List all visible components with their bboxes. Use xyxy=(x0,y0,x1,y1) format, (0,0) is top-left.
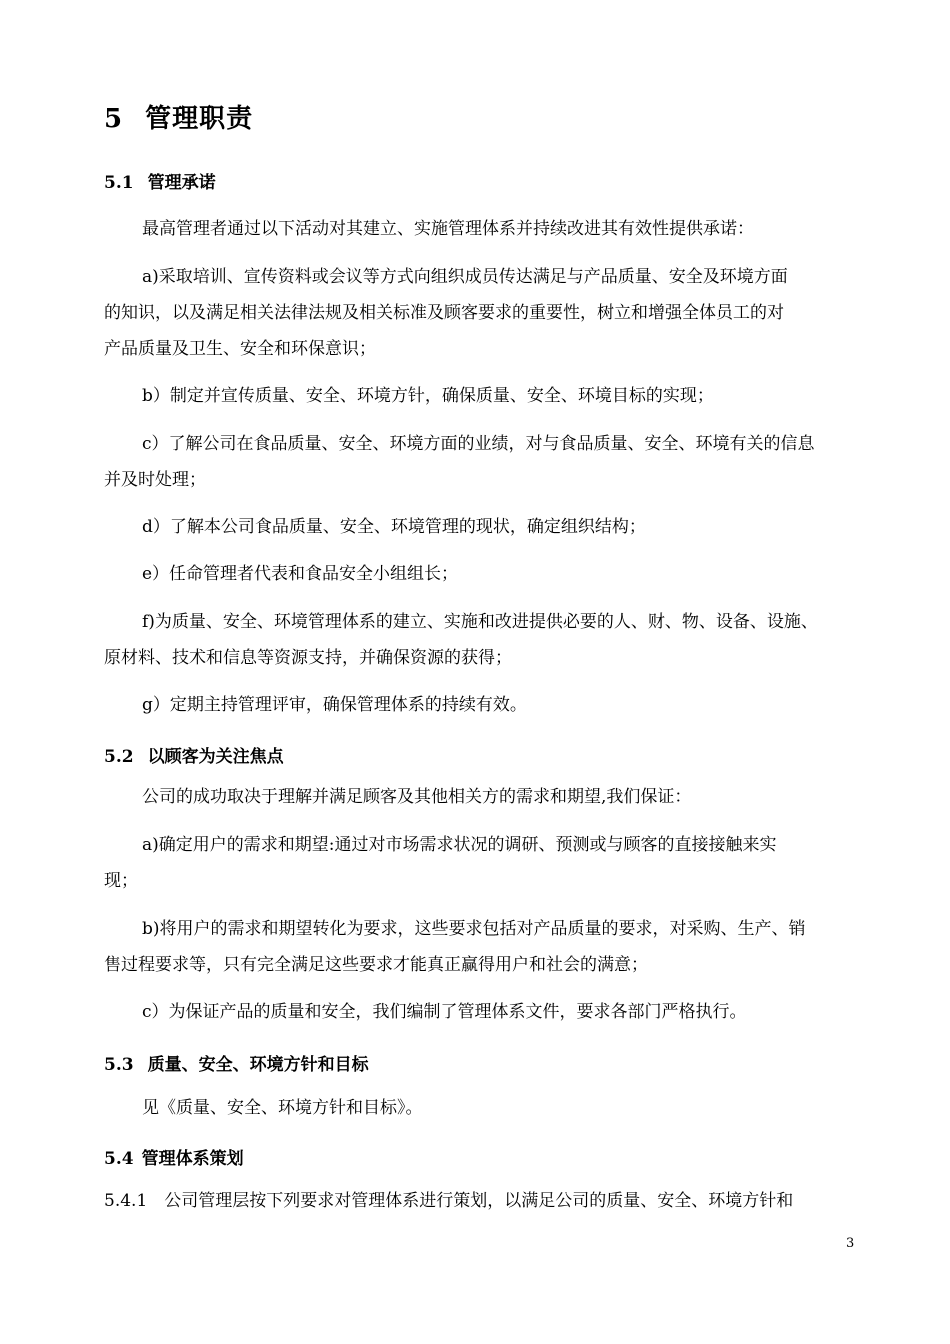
paragraph-5-1-c-line1: c）了解公司在食品质量、安全、环境方面的业绩，对与食品质量、安全、环境有关的信息 xyxy=(142,434,815,454)
subsection-title: 管理承诺 xyxy=(147,173,216,193)
subsection-number: 5.2 xyxy=(104,747,134,767)
subsection-title: 质量、安全、环境方针和目标 xyxy=(147,1055,369,1075)
subsection-title: 以顾客为关注焦点 xyxy=(147,747,284,767)
paragraph-5-1-b: b）制定并宣传质量、安全、环境方针，确保质量、安全、环境目标的实现； xyxy=(142,386,714,406)
paragraph-5-1-f-line1: f)为质量、安全、环境管理体系的建立、实施和改进提供必要的人、财、物、设备、设施、 xyxy=(142,612,818,632)
subsection-number: 5.3 xyxy=(104,1055,134,1075)
paragraph-5-1-a-line1: a)采取培训、宣传资料或会议等方式向组织成员传达满足与产品质量、安全及环境方面 xyxy=(142,267,788,287)
paragraph-5-1-a-line3: 产品质量及卫生、安全和环保意识； xyxy=(104,339,376,359)
paragraph-5-1-f-line2: 原材料、技术和信息等资源支持，并确保资源的获得； xyxy=(104,648,512,668)
paragraph-5-4-1: 5.4.1 公司管理层按下列要求对管理体系进行策划，以满足公司的质量、安全、环境方针和 xyxy=(104,1191,794,1211)
paragraph-5-3: 见《质量、安全、环境方针和目标》。 xyxy=(142,1098,423,1118)
subsection-title: 管理体系策划 xyxy=(141,1149,244,1169)
subsection-heading-5-1 xyxy=(104,168,216,193)
paragraph-5-2-b-line1: b)将用户的需求和期望转化为要求，这些要求包括对产品质量的要求，对采购、生产、销 xyxy=(142,919,806,939)
paragraph-5-2-c: c）为保证产品的质量和安全，我们编制了管理体系文件，要求各部门严格执行。 xyxy=(142,1002,747,1022)
paragraph-5-1-intro: 最高管理者通过以下活动对其建立、实施管理体系并持续改进其有效性提供承诺： xyxy=(142,219,754,239)
paragraph-5-1-e: e）任命管理者代表和食品安全小组组长； xyxy=(142,564,459,584)
subsection-number: 5.1 xyxy=(104,173,134,193)
page-number: 3 xyxy=(846,1236,855,1251)
subsection-heading-5-2 xyxy=(104,742,284,767)
paragraph-5-2-a-line2: 现； xyxy=(104,871,138,891)
paragraph-5-1-g: g）定期主持管理评审，确保管理体系的持续有效。 xyxy=(142,695,527,715)
paragraph-5-1-a-line2: 的知识，以及满足相关法律法规及相关标准及顾客要求的重要性，树立和增强全体员工的对 xyxy=(104,303,784,323)
paragraph-5-2-b-line2: 售过程要求等，只有完全满足这些要求才能真正赢得用户和社会的满意； xyxy=(104,955,648,975)
subsection-heading-5-4 xyxy=(104,1144,244,1169)
section-heading xyxy=(104,98,253,135)
paragraph-5-2-intro: 公司的成功取决于理解并满足顾客及其他相关方的需求和期望,我们保证： xyxy=(142,787,692,807)
subsection-number: 5.4 xyxy=(104,1149,134,1169)
section-number: 5 xyxy=(104,104,124,134)
section-title: 管理职责 xyxy=(145,104,254,134)
paragraph-5-1-d: d）了解本公司食品质量、安全、环境管理的现状，确定组织结构； xyxy=(142,517,646,537)
paragraph-5-1-c-line2: 并及时处理； xyxy=(104,470,206,490)
paragraph-5-2-a-line1: a)确定用户的需求和期望:通过对市场需求状况的调研、预测或与顾客的直接接触来实 xyxy=(142,835,777,855)
subsection-heading-5-3 xyxy=(104,1050,369,1075)
